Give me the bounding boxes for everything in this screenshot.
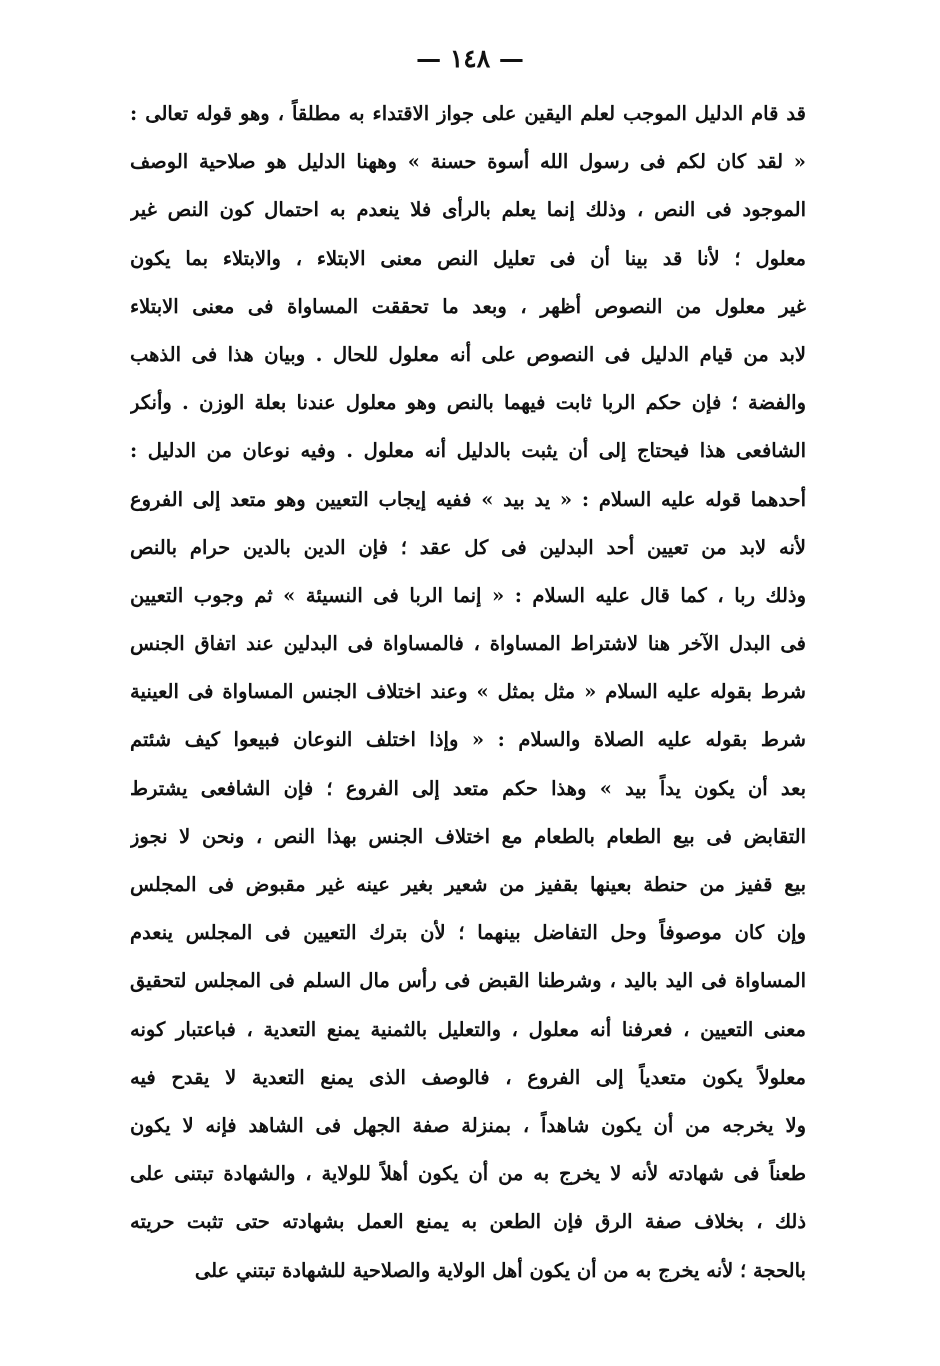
text-line: لأنه لابد من تعيين أحد البدلين فى كل عقد ؛ فإن الدين بالدين حرام بالنص bbox=[130, 535, 806, 559]
text-line: أحدهما قوله عليه السلام : « يد بيد » ففيه إيجاب التعيين وهو متعد إلى الفروع bbox=[130, 487, 806, 511]
text-line: بعد أن يكون يداً بيد » وهذا حكم متعد إلى الفروع ؛ فإن الشافعى يشترط bbox=[130, 776, 806, 800]
text-line: قد قام الدليل الموجب لعلم اليقين على جواز الاقتداء به مطلقاً ، وهو قوله تعالى : bbox=[130, 102, 806, 125]
text-line: معلول ؛ لأنا قد بينا أن فى تعليل النص معنى الابتلاء ، والابتلاء بما يكون bbox=[130, 246, 806, 270]
text-line: المساواة فى اليد باليد ، وشرطنا القبض فى رأس مال السلم فى المجلس لتحقيق bbox=[130, 969, 806, 993]
text-line: فى البدل الآخر هنا لاشتراط المساواة ، فالمساواة فى البدلين عند اتفاق الجنس bbox=[130, 632, 806, 656]
text-line: الشافعى هذا فيحتاج إلى أن يثبت بالدليل أنه معلول . وفيه نوعان من الدليل : bbox=[130, 439, 806, 463]
text-line: وإن كان موصوفاً وحل التفاضل بينهما ؛ لأن بترك التعيين فى المجلس ينعدم bbox=[130, 921, 806, 945]
text-line: شرط بقوله عليه السلام « مثل بمثل » وعند اختلاف الجنس المساواة فى العينية bbox=[130, 680, 806, 704]
text-line: لابد من قيام الدليل فى النصوص على أنه معلول للحال . وبيان هذا فى الذهب bbox=[130, 342, 806, 366]
text-line: شرط بقوله عليه الصلاة والسلام : « وإذا اختلف النوعان فبيعوا كيف شئتم bbox=[130, 728, 806, 752]
page-number: — ١٤٨ — bbox=[416, 44, 524, 73]
text-line: ذلك ، بخلاف صفة الرق فإن الطعن به يمنع العمل بشهادته حتى تثبت حريته bbox=[130, 1210, 806, 1234]
text-line: ولا يخرجه من أن يكون شاهداً ، بمنزلة صفة الجهل فى الشاهد فإنه لا يكون bbox=[130, 1113, 806, 1137]
text-line: التقابض فى بيع الطعام بالطعام مع اختلاف الجنس بهذا النص ، ونحن لا نجوز bbox=[130, 824, 806, 848]
text-line: وذلك ربا ، كما قال عليه السلام : « إنما الربا فى النسيئة » ثم وجوب التعيين bbox=[130, 583, 806, 607]
text-line: معنى التعيين ، فعرفنا أنه معلول ، والتعليل بالثمنية يمنع التعدية ، فباعتبار كونه bbox=[130, 1017, 806, 1041]
text-line: بالحجة ؛ لأنه يخرج به من أن يكون أهل الولاية والصلاحية للشهادة تبتني على bbox=[194, 1258, 806, 1282]
text-line: والفضة ؛ فإن حكم الربا ثابت فيهما بالنص وهو معلول عندنا بعلة الوزن . وأنكر bbox=[130, 391, 806, 415]
text-line: « لقد كان لكم فى رسول الله أسوة حسنة » وههنا الدليل هو صلاحية الوصف bbox=[130, 150, 806, 174]
text-line: بيع قفيز من حنطة بعينها بقفيز من شعير بغير عينه غير مقبوض فى المجلس bbox=[130, 873, 806, 896]
body-text bbox=[130, 90, 806, 1295]
text-line: الموجود فى النص ، وذلك إنما يعلم بالرأى فلا ينعدم به احتمال كون النص غير bbox=[130, 198, 806, 222]
text-line: غير معلول من النصوص أظهر ، وبعد ما تحققت المساواة فى معنى الابتلاء bbox=[130, 294, 806, 318]
text-line: طعناً فى شهادته لأنه لا يخرج به من أن يكون أهلاً للولاية ، والشهادة تبتنى على bbox=[130, 1162, 806, 1186]
text-line: معلولاً يكون متعدياً إلى الفروع ، فالوصف الذى يمنع التعدية لا يقدح فيه bbox=[130, 1065, 806, 1089]
